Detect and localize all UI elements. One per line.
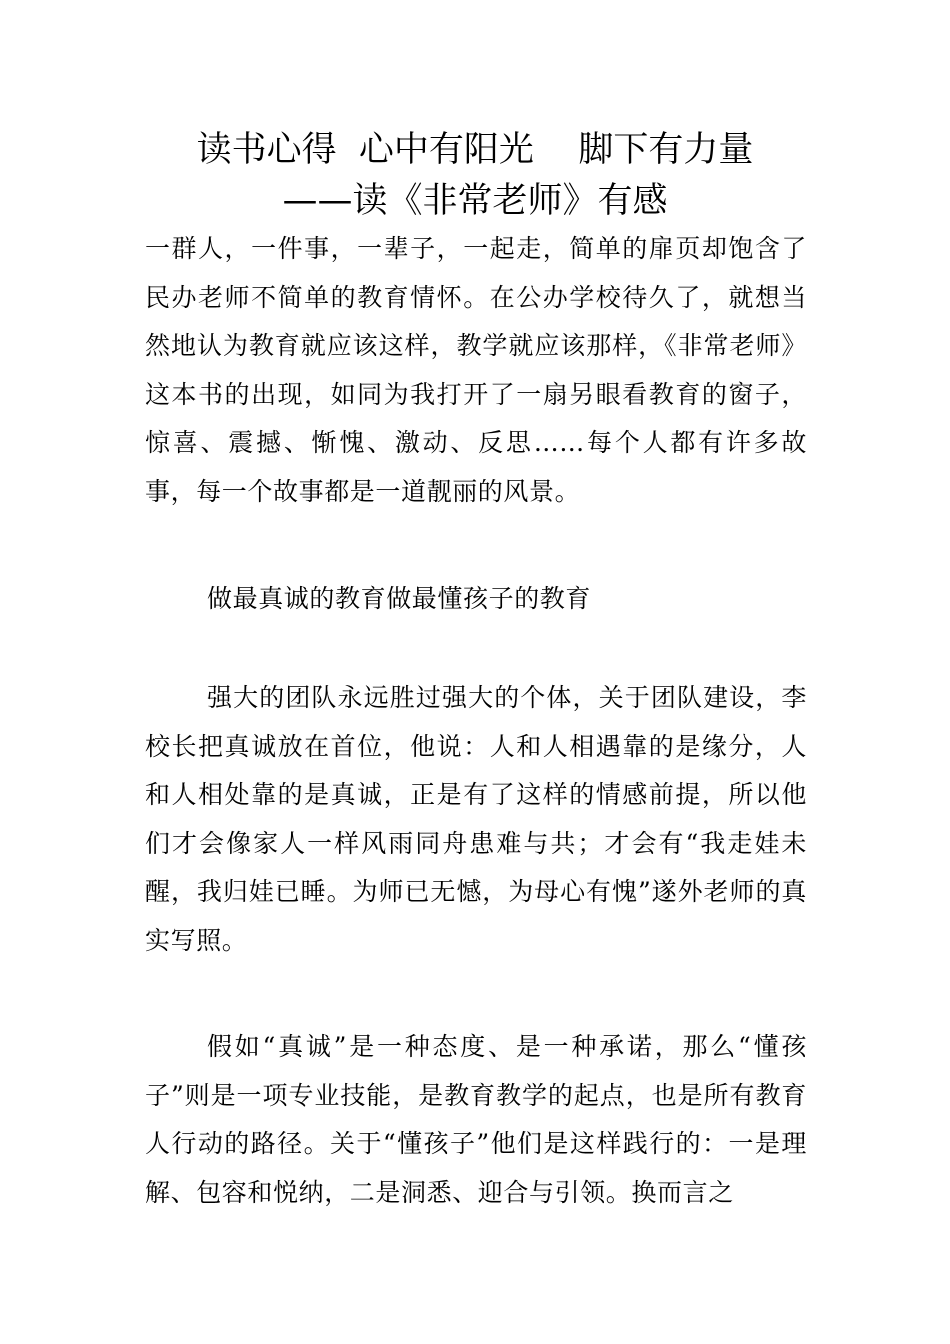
paragraph-intro: 一群人，一件事，一辈子，一起走，简单的扉页却饱含了民办老师不简单的教育情怀。在公办学校待久了，就想当然地认为教育就应该这样，教学就应该那样，《非常老师》这本书的出现，如同为我打开了一扇另眼看教育的窗子，惊喜、震撼、惭愧、激动、反思……每个人都有许多故事，每一个故事都是一道靓丽的风景。 <box>145 234 807 506</box>
document-subtitle: ——读《非常老师》有感 <box>282 181 668 221</box>
section-heading: 做最真诚的教育做最懂孩子的教育 <box>207 584 592 613</box>
document-title: 读书心得 心中有阳光 脚下有力量 <box>196 130 754 170</box>
paragraph-team: 强大的团队永远胜过强大的个体，关于团队建设，李校长把真诚放在首位，他说：人和人相遇靠的是缘分，人和人相处靠的是真诚，正是有了这样的情感前提，所以他们才会像家人一样风雨同舟患难与共；才会有“我走娃未醒，我归娃已睡。为师已无憾，为母心有愧”遂外老师的真实写照。 <box>145 683 807 955</box>
paragraph-understanding-children: 假如“真诚”是一种态度、是一种承诺，那么“懂孩子”则是一项专业技能，是教育教学的起点，也是所有教育人行动的路径。关于“懂孩子”他们是这样践行的：一是理解、包容和悦纳，二是洞悉、迎合与引领。换而言之 <box>145 1032 807 1207</box>
